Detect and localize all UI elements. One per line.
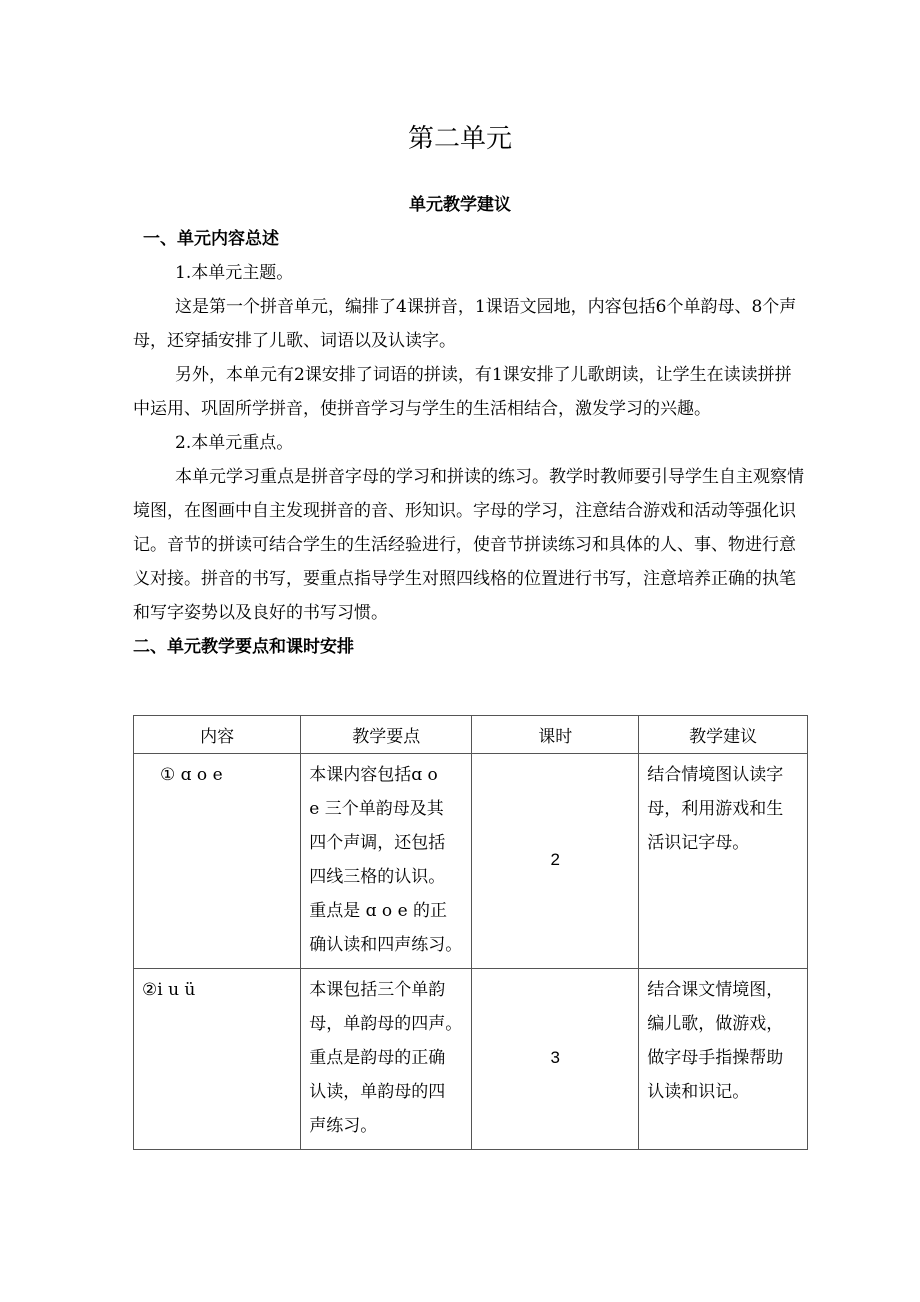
item-label: 2.本单元重点。: [175, 433, 294, 453]
cell-line: 编儿歌，做游戏，: [647, 1014, 784, 1034]
cell-line: 认读和识记。: [647, 1082, 750, 1102]
cell-line: 声练习。: [309, 1116, 378, 1136]
cell-content: ① ɑ o e: [134, 754, 301, 969]
header-points: 教学要点: [301, 716, 472, 754]
paragraph: 另外，本单元有2课安排了词语的拼读，有1课安排了儿歌朗读，让学生在读读拼拼中运用、巩固所学拼音，使拼音学习与学生的生活相结合，激发学习的兴趣。: [133, 365, 792, 419]
table-row: [134, 969, 808, 1150]
cell-line: 结合情境图认读字: [647, 765, 784, 785]
cell-line: 重点是 ɑ o e 的正: [309, 901, 448, 921]
cell-line: 重点是韵母的正确: [309, 1048, 446, 1068]
cell-points: [301, 969, 472, 1150]
cell-line: 四线三格的认识。: [309, 867, 446, 887]
cell-line: 做字母手指操帮助: [647, 1048, 784, 1068]
page-title: 第二单元: [407, 124, 512, 154]
section-subtitle: 单元教学建议: [409, 195, 511, 215]
document-body: [133, 222, 808, 664]
cell-advice: [639, 969, 808, 1150]
cell-line: 认读，单韵母的四: [309, 1082, 446, 1102]
cell-line: 本课内容包括ɑ o: [309, 765, 438, 785]
header-advice: 教学建议: [639, 716, 808, 754]
cell-line: 确认读和四声练习。: [309, 935, 463, 955]
cell-hours: 3: [472, 969, 639, 1150]
cell-line: 母，单韵母的四声。: [309, 1014, 463, 1034]
cell-advice: [639, 754, 808, 969]
cell-hours: 2: [472, 754, 639, 969]
header-hours: 课时: [472, 716, 639, 754]
cell-line: 本课包括三个单韵: [309, 980, 446, 1000]
table-header-row: [134, 716, 808, 754]
paragraph: 本单元学习重点是拼音字母的学习和拼读的练习。教学时教师要引导学生自主观察情境图，在图画中自主发现拼音的音、形知识。字母的学习，注意结合游戏和活动等强化识记。音节的拼读可结合学生的生活经验进行，使音节拼读练习和具体的人、事、物进行意义对接。拼音的书写，要重点指导学生对照四线格的位置进行书写，注意培养正确的执笔和写字姿势以及良好的书写习惯。: [133, 467, 804, 623]
cell-line: 母，利用游戏和生: [647, 799, 784, 819]
section-heading: 二、单元教学要点和课时安排: [133, 637, 354, 657]
cell-line: e 三个单韵母及其: [309, 799, 444, 819]
table-row: [134, 754, 808, 969]
paragraph: 这是第一个拼音单元，编排了4课拼音，1课语文园地，内容包括6个单韵母、8个声母，还穿插安排了儿歌、词语以及认读字。: [133, 297, 797, 351]
item-label: 1.本单元主题。: [175, 263, 294, 283]
section-heading: 一、单元内容总述: [143, 229, 279, 249]
cell-points: [301, 754, 472, 969]
cell-line: 活识记字母。: [647, 833, 750, 853]
cell-content: ②i u ü: [134, 969, 301, 1150]
header-content: 内容: [134, 716, 301, 754]
cell-line: 结合课文情境图，: [647, 980, 784, 1000]
cell-line: 四个声调，还包括: [309, 833, 446, 853]
schedule-table: [133, 715, 808, 1150]
